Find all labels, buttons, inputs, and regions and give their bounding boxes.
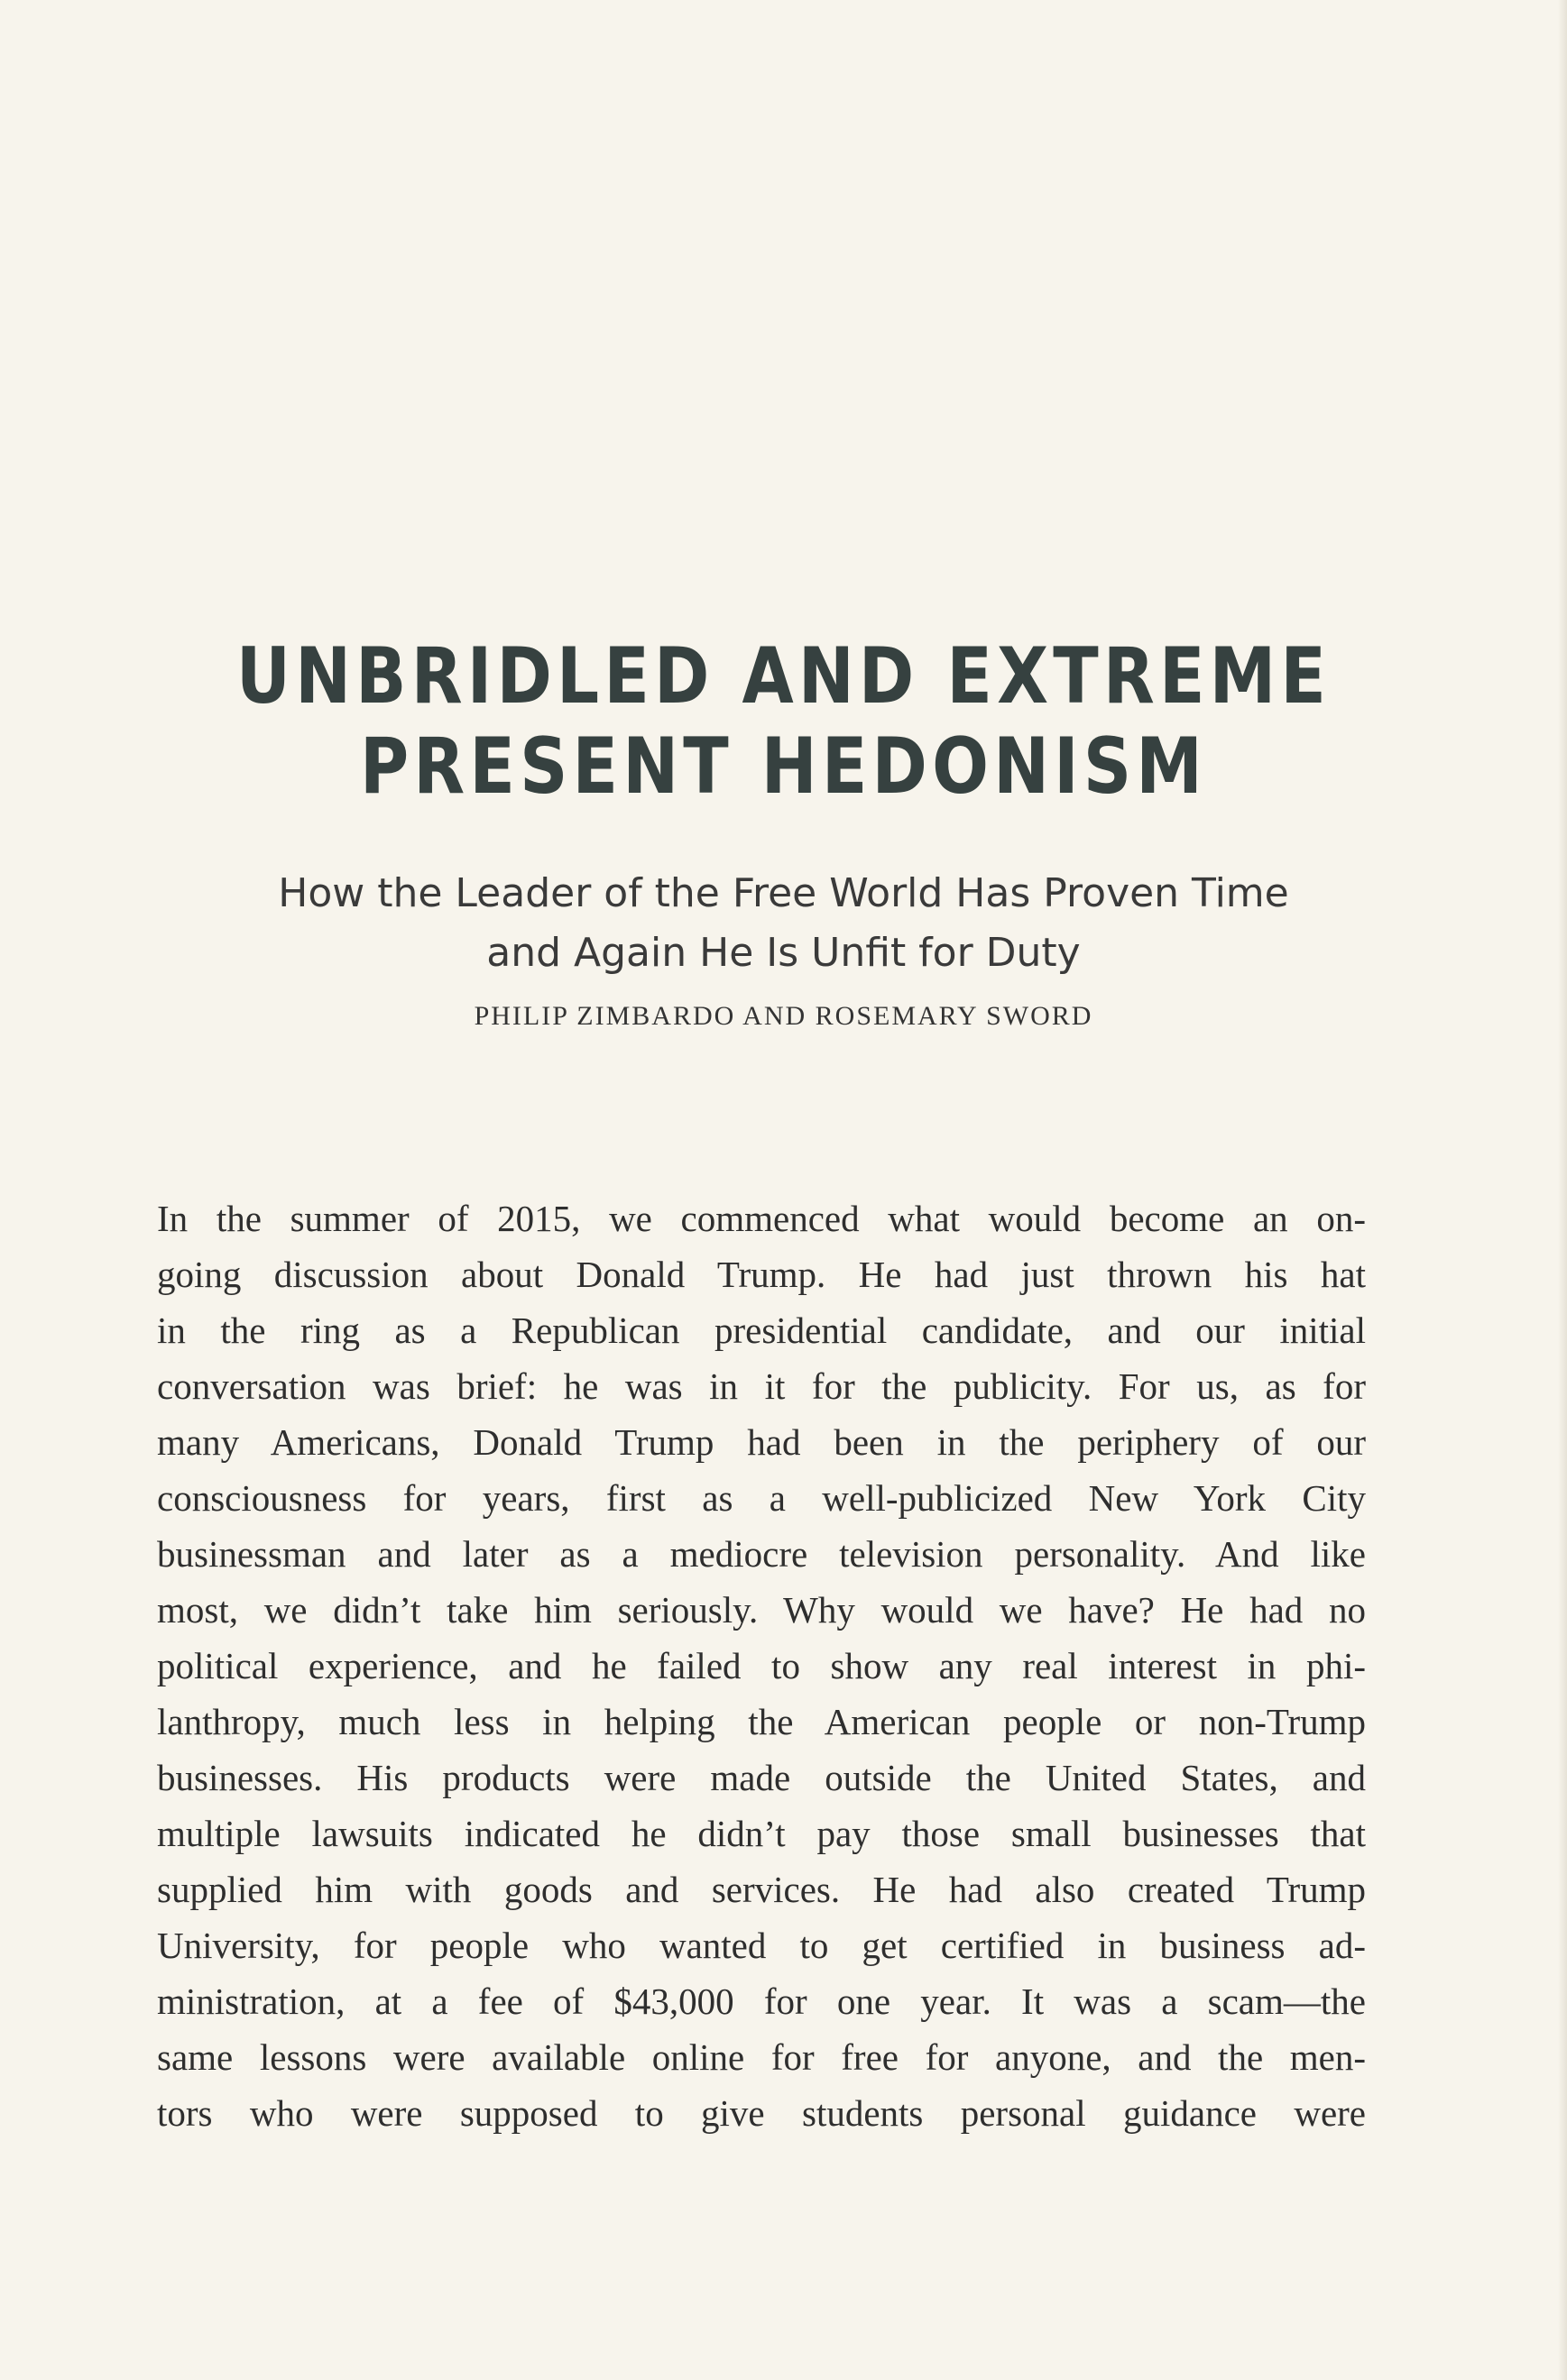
body-line: political experience, and he failed to show any real interest in phi-: [157, 1645, 1366, 1686]
body-line: going discussion about Donald Trump. He had just thrown his hat: [157, 1254, 1366, 1295]
chapter-title-line-2: PRESENT HEDONISM: [359, 721, 1208, 812]
chapter-subtitle-line-1: How the Leader of the Free World Has Proven Time: [278, 870, 1289, 916]
chapter-title-line-1: UNBRIDLED AND EXTREME: [235, 631, 1332, 721]
body-line: conversation was brief: he was in it for the publicity. For us, as for: [157, 1365, 1366, 1407]
body-line: businessman and later as a mediocre television personality. And like: [157, 1533, 1366, 1575]
body-line: most, we didn’t take him seriously. Why would we have? He had no: [157, 1589, 1366, 1631]
chapter-authors: PHILIP ZIMBARDO AND ROSEMARY SWORD: [474, 1001, 1093, 1031]
body-line: businesses. His products were made outside the United States, and: [157, 1757, 1366, 1798]
body-line: ministration, at a fee of $43,000 for one year. It was a scam—the: [157, 1980, 1366, 2022]
body-line: University, for people who wanted to get certified in business ad-: [157, 1925, 1366, 1966]
body-line: tors who were supposed to give students personal guidance were: [157, 2092, 1366, 2134]
body-line: consciousness for years, first as a well-publicized New York City: [157, 1477, 1366, 1519]
body-line: many Americans, Donald Trump had been in the periphery of our: [157, 1421, 1366, 1463]
page-edge-shadow: [1558, 0, 1567, 2380]
chapter-title: [110, 631, 1458, 812]
body-line: in the ring as a Republican presidential candidate, and our initial: [157, 1309, 1366, 1351]
body-line: lanthropy, much less in helping the American people or non-Trump: [157, 1701, 1366, 1742]
body-line: multiple lawsuits indicated he didn’t pay those small businesses that: [157, 1813, 1366, 1854]
body-line: supplied him with goods and services. He had also created Trump: [157, 1869, 1366, 1910]
chapter-subtitle-line-2: and Again He Is Unfit for Duty: [486, 930, 1081, 976]
chapter-subtitle: [0, 864, 1567, 983]
chapter-heading: [0, 631, 1567, 1032]
body-paragraph: [157, 1190, 1366, 2141]
body-line: same lessons were available online for free for anyone, and the men-: [157, 2036, 1366, 2078]
body-line: In the summer of 2015, we commenced what would become an on-: [157, 1198, 1366, 1239]
